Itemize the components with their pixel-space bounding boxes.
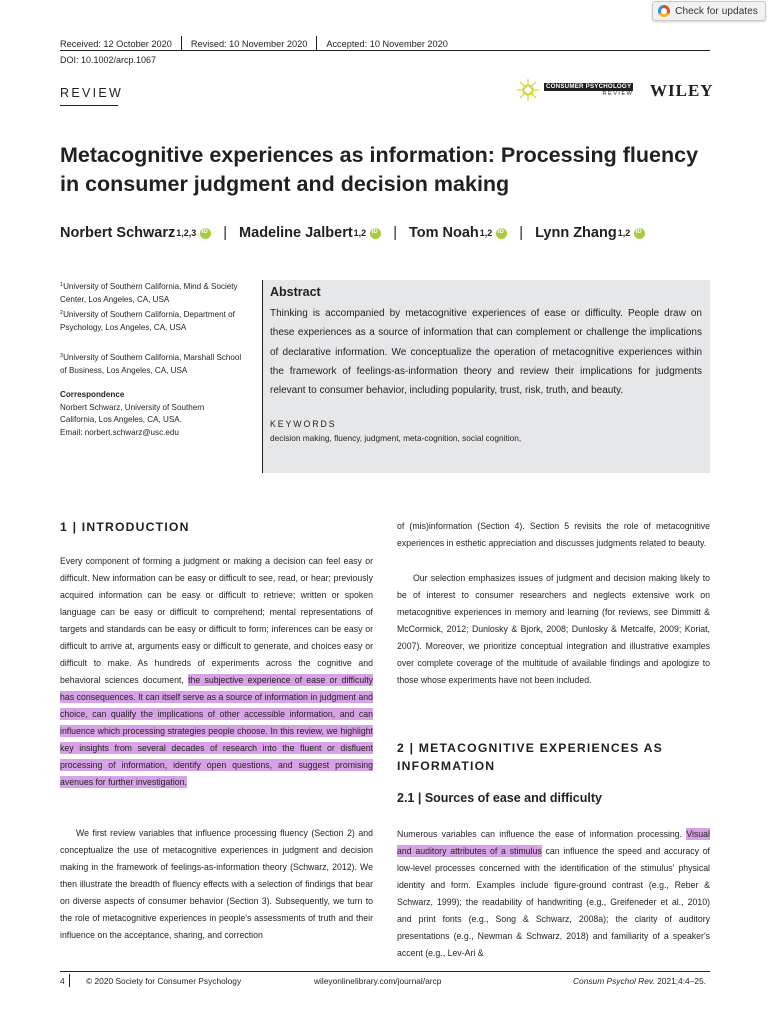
- affiliation-number: 1: [60, 282, 64, 288]
- footer-copyright: © 2020 Society for Consumer Psychology: [86, 976, 242, 986]
- body-text: Our selection emphasizes issues of judgment and decision making likely to be of interest to consumer researchers and neglects extensive work on metacognitive experiences in memory and learning (for reviews, see Dimmitt & McCormick, 2012; Dunlosky & Bjork, 2008; Dunlosky & Metcalfe, 2009; Koriat, 2007). Moreover, we prioritize conceptual integration and illustrative examples over complete coverage of the multitude of available findings and apologize to those whose experiments have not been included.: [397, 573, 710, 685]
- received-date: Received: 12 October 2020: [60, 38, 172, 49]
- affiliation-text: University of Southern California, Mind & Society Center, Los Angeles, CA, USA: [60, 282, 238, 304]
- affiliation-3: [60, 350, 245, 377]
- affiliation-text: University of Southern California, Marshall School of Business, Los Angeles, CA, USA: [60, 353, 242, 375]
- abstract-box: [262, 280, 710, 473]
- correspondence-heading: Correspondence: [60, 390, 125, 399]
- affiliation-1: [60, 279, 245, 306]
- correspondence-email[interactable]: Email: norbert.schwarz@usc.edu: [60, 427, 179, 437]
- author-name: Madeline Jalbert: [239, 225, 353, 241]
- affiliation-number: 2: [60, 310, 64, 316]
- footer-rule: [60, 971, 710, 972]
- keywords-heading: KEYWORDS: [270, 419, 337, 430]
- author-name: Norbert Schwarz: [60, 225, 176, 241]
- body-text: Numerous variables can influence the ease of information processing.: [397, 829, 687, 839]
- correspondence-line: California, Los Angeles, CA, USA.: [60, 415, 182, 425]
- author-affiliation-sup: 1,2,3: [176, 228, 197, 238]
- author-affiliation-sup: 1,2: [353, 228, 367, 238]
- revised-date: Revised: 10 November 2020: [190, 38, 308, 49]
- accepted-date: Accepted: 10 November 2020: [326, 38, 448, 49]
- right-paragraph-1: of (mis)information (Section 4). Section 5 revisits the role of metacognitive experiences in esthetic appreciation and discusses judgments related to beauty.: [397, 521, 710, 548]
- check-for-updates-label: Check for updates: [675, 5, 758, 17]
- author-list: [60, 225, 645, 241]
- author-name: Tom Noah: [408, 225, 479, 241]
- article-title: [60, 141, 720, 199]
- author-separator: |: [393, 225, 397, 241]
- article-type-underline: [60, 105, 118, 106]
- correspondence-line: Norbert Schwarz, University of Southern: [60, 402, 205, 412]
- keywords-text: decision making, fluency, judgment, meta-cognition, social cognition,: [270, 433, 522, 444]
- author-name: Lynn Zhang: [535, 225, 617, 241]
- title-line-2: in consumer judgment and decision making: [60, 172, 510, 196]
- header-rule: [60, 50, 710, 51]
- subsection-2-1-paragraph: [397, 826, 710, 962]
- highlighted-text: the subjective experience of ease or difficulty has consequences. It can itself serve as a source of information in judgment and choice, can qualify the implications of other accessible information, and can influence which processing strategies people choose. In this review, we highlight key insights from several decades of research into the fluent or disfluent processing of information, identify open questions, and suggest promising avenues for further investigation.: [60, 675, 373, 787]
- doi[interactable]: DOI: 10.1002/arcp.1067: [60, 55, 157, 65]
- body-text: can influence the speed and accuracy of low-level processes concerned with the identification of the stimulus' physical identity and form. Examples include figure-ground contrast (e.g., Reber & Schwarz, 1999); the readability of handwriting (e.g., Greifeneder et al., 2010) and print fonts (e.g., Song & Schwarz, 2008a); the clarity of auditory presentations (e.g., Newman & Schwarz, 2018) and familiarity of a speaker's accent (e.g., Lev-Ari &: [397, 846, 710, 958]
- correspondence: [60, 389, 245, 439]
- section-2-heading-line: 2 | METACOGNITIVE EXPERIENCES AS: [397, 741, 663, 755]
- affiliation-number: 3: [60, 353, 64, 359]
- publisher-logo: WILEY: [650, 81, 714, 100]
- section-2-heading: [397, 739, 710, 775]
- crossmark-icon: [658, 5, 670, 17]
- intro-paragraph-1: [60, 553, 373, 791]
- intro-text: We first review variables that influence processing fluency (Section 2) and conceptualize the use of metacognitive experiences in judgment and decision making in the framework of feelings-as-information theory (Schwarz, 2012). We then illustrate the breadth of fluency effects with a selection of findings that bear on diverse aspects of consumer behavior (Section 3). Subsequently, we turn to the role of metacognitive experiences in people's assessments of truth and their influence on the acceptance, sharing, and correction: [60, 828, 373, 940]
- section-1-heading: 1 | INTRODUCTION: [60, 520, 190, 534]
- affiliation-2: [60, 307, 245, 334]
- journal-emblem-icon: [516, 78, 540, 102]
- page-number: 4: [60, 976, 65, 986]
- orcid-icon[interactable]: [370, 228, 381, 239]
- author-affiliation-sup: 1,2: [617, 228, 631, 238]
- orcid-icon[interactable]: [634, 228, 645, 239]
- footer-citation: [573, 976, 706, 986]
- author-separator: |: [519, 225, 524, 241]
- affiliation-text: University of Southern California, Department of Psychology, Los Angeles, CA, USA: [60, 310, 235, 332]
- highlighted-text: Visual and auditory attributes of a stimulus: [397, 829, 710, 856]
- divider: [316, 36, 317, 51]
- journal-logo-subtitle: REVIEW: [602, 90, 634, 97]
- intro-text: Every component of forming a judgment or making a decision can feel easy or difficult. New information can be easy or difficult to see, read, or hear; previously acquired information can be easy or difficult to retrieve; written or spoken language can be easy or difficult to comprehend; mental representations of targets and standards can be easy or difficult to form; inferences can be easy or difficult to arrive at, arguments easy or difficult to generate, and choices easy or difficult to make. As hundreds of experiments across the cognitive and behavioral sciences document,: [60, 556, 373, 685]
- orcid-icon[interactable]: [200, 228, 211, 239]
- footer-divider: [69, 974, 70, 987]
- citation-volume: 2021;4:4–25.: [654, 976, 706, 986]
- abstract-heading: Abstract: [270, 285, 321, 299]
- journal-logo-title: CONSUMER PSYCHOLOGY: [546, 82, 632, 90]
- section-2-heading-line: INFORMATION: [397, 759, 496, 773]
- intro-paragraph-2: [60, 825, 373, 944]
- author-affiliation-sup: 1,2: [479, 228, 493, 238]
- title-line-1: Metacognitive experiences as information: Processing fluency: [60, 143, 699, 167]
- citation-journal: Consum Psychol Rev.: [573, 976, 655, 986]
- author-separator: |: [223, 225, 228, 241]
- journal-logo: [516, 78, 633, 102]
- footer-url[interactable]: wileyonlinelibrary.com/journal/arcp: [314, 976, 442, 986]
- check-for-updates-button[interactable]: [652, 1, 766, 21]
- divider: [181, 36, 182, 51]
- orcid-icon[interactable]: [496, 228, 507, 239]
- article-type: REVIEW: [60, 86, 124, 100]
- article-dates: [60, 36, 448, 51]
- subsection-2-1-heading: 2.1 | Sources of ease and difficulty: [397, 791, 602, 805]
- right-paragraph-2: [397, 570, 710, 689]
- abstract-text: Thinking is accompanied by metacognitive experiences of ease or difficulty. People draw on these experiences as a source of information that can complement or challenge the implications of declarative information. We conceptualize the operation of metacognitive experiences within the framework of feelings-as-information theory and review their implications for judgments relevant to consumer behavior, including popularity, trust, risk, truth, and beauty.: [270, 308, 702, 397]
